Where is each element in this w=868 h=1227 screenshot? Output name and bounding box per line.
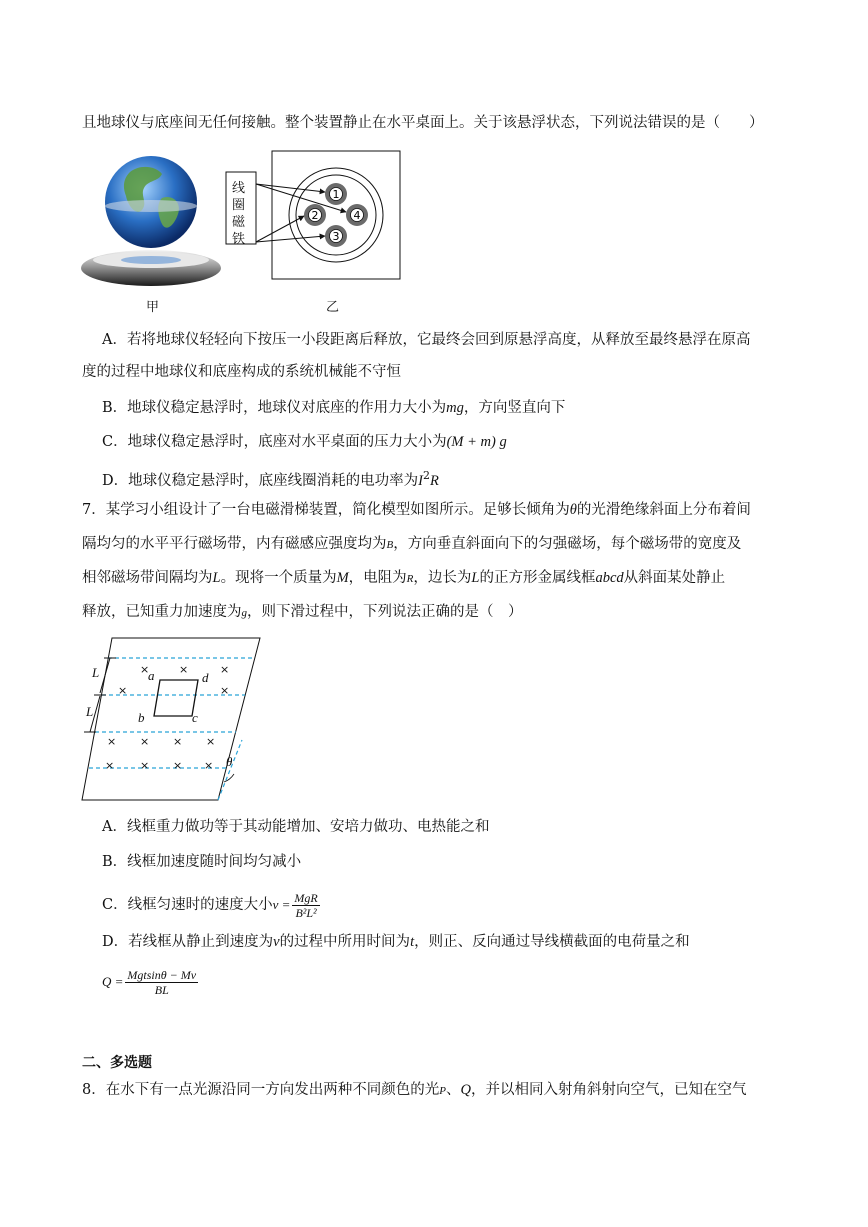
q7-option-d-v: v: [273, 934, 280, 950]
q7-symbol-b: B: [386, 539, 394, 551]
figure-jia-globe: [78, 150, 228, 290]
coil-label-char-3: 磁: [232, 215, 246, 230]
q7-text: 释放，已知重力加速度为: [82, 604, 242, 620]
dimension-line: [100, 658, 110, 693]
q7-text: ，则下滑过程中，下列说法正确的是（ ）: [247, 604, 523, 620]
outer-ring: [289, 168, 383, 262]
globe-equator-band: [105, 200, 197, 212]
coil-number-2: 2: [311, 209, 319, 222]
coil-number-1: 1: [332, 188, 340, 201]
theta-arc: [224, 774, 234, 782]
q6-option-d: [102, 466, 439, 491]
coil-label-char-1: 线: [232, 181, 246, 196]
pointer-arrow: [256, 184, 325, 192]
fig-label-theta: θ: [226, 754, 233, 769]
formula-lhs: Q =: [102, 974, 124, 989]
q7-stem-line4: [82, 602, 523, 623]
base-reflection: [121, 256, 181, 264]
svg-text:×: ×: [173, 759, 183, 772]
q7-option-d: [102, 932, 690, 952]
q7-text: 相邻磁场带间隔均为: [82, 570, 213, 586]
fig-label-L-lower: L: [86, 704, 94, 719]
formula-fraction: [125, 968, 198, 997]
svg-text:×: ×: [105, 759, 115, 772]
q8-text: 、: [445, 1082, 461, 1098]
q6-option-d-math-r: R: [429, 472, 439, 489]
svg-text:×: ×: [206, 735, 216, 748]
fig-label-L-upper: L: [92, 665, 100, 680]
q6-option-d-math-i: I: [418, 472, 423, 489]
q7-option-d-text: ，则正、反向通过导线横截面的电荷量之和: [414, 934, 690, 950]
q7-text: 隔均匀的水平平行磁场带，内有磁感应强度均为: [82, 536, 387, 552]
svg-text:×: ×: [220, 663, 230, 676]
fig-label-b: b: [138, 710, 145, 725]
q7-text: 从斜面某处静止: [623, 570, 726, 586]
q7-symbol-l: L: [212, 570, 221, 586]
q7-text: 的正方形金属线框: [479, 570, 596, 586]
q6-option-b-tail: ，方向竖直向下: [463, 400, 566, 416]
q7-option-d-formula: [102, 964, 200, 1000]
q7-option-b: B．线框加速度随时间均匀减小: [102, 854, 302, 870]
q7-symbol-abcd: abcd: [595, 570, 624, 586]
svg-text:×: ×: [140, 735, 150, 748]
fig-label-d: d: [202, 670, 209, 685]
fraction-numerator: MgR: [294, 890, 318, 905]
coil-label-char-2: 圈: [232, 198, 246, 213]
q6-option-b-math: mg: [446, 400, 464, 416]
q6-option-b: [102, 398, 565, 418]
svg-text:×: ×: [179, 663, 189, 676]
figure-incline-magnetic-bands: [74, 630, 264, 806]
q6-option-b-text: B．地球仪稳定悬浮时，地球仪对底座的作用力大小为: [102, 400, 447, 416]
q7-text: 7．某学习小组设计了一台电磁滑梯装置，简化模型如图所示。足够长倾角为: [82, 502, 570, 518]
fraction-numerator: Mgtsinθ − Mv: [127, 967, 197, 982]
q7-option-c-v: v =: [272, 897, 291, 912]
q7-text: ，电阻为: [348, 570, 407, 586]
coil-label-char-4: 铁: [232, 232, 246, 247]
angle-reference-dashed: [218, 740, 242, 800]
q7-symbol-r: R: [406, 573, 414, 585]
fig-label-a: a: [148, 668, 155, 683]
q7-theta: θ: [569, 502, 577, 518]
q7-option-d-t: t: [410, 934, 415, 950]
q8-stem-line1: [82, 1080, 746, 1101]
q6-option-d-math-exp: 2: [422, 469, 430, 482]
q8-text: ，并以相同入射角斜射向空气，已知在空气: [470, 1082, 747, 1098]
q6-option-c-text: C．地球仪稳定悬浮时，底座对水平桌面的压力大小为: [102, 434, 447, 450]
svg-text:×: ×: [140, 663, 150, 676]
svg-text:×: ×: [204, 759, 214, 772]
q6-option-a-line1: A．若将地球仪轻轻向下按压一小段距离后释放，它最终会回到原悬浮高度，从释放至最终悬浮在原高: [102, 332, 751, 348]
figure-caption-yi: 乙: [326, 300, 340, 315]
magnetic-field-crosses: [105, 663, 229, 772]
coil-number-3: 3: [332, 230, 340, 243]
section-title-multiple-choice: 二、多选题: [82, 1055, 152, 1071]
base-outline-square: [272, 151, 400, 279]
svg-text:×: ×: [107, 735, 117, 748]
question-intro-line: 且地球仪与底座间无任何接触。整个装置静止在水平桌面上。关于该悬浮状态，下列说法错误的是（ ）: [82, 115, 764, 131]
q7-option-c: [102, 888, 322, 922]
q6-option-d-text: D．地球仪稳定悬浮时，底座线圈消耗的电功率为: [102, 472, 419, 489]
q6-option-c: [102, 432, 507, 452]
q7-symbol-m: M: [336, 570, 349, 586]
q7-option-c-fraction: [292, 891, 319, 920]
svg-text:×: ×: [173, 735, 183, 748]
q8-text: 8．在水下有一点光源沿同一方向发出两种不同颜色的光: [82, 1082, 440, 1098]
q6-option-a-line2: 度的过程中地球仪和底座构成的系统机械能不守恒: [82, 364, 401, 380]
q7-stem-line1: [82, 500, 751, 520]
q7-option-d-text: 的过程中所用时间为: [279, 934, 411, 950]
q7-stem-line2: [82, 534, 741, 555]
figure-caption-jia: 甲: [146, 300, 160, 315]
fraction-denominator: B²L²: [295, 905, 317, 920]
q7-symbol-l: L: [471, 570, 480, 586]
q7-symbol-g: g: [241, 607, 247, 619]
q7-stem-line3: [82, 568, 725, 589]
figure-yi-coil-diagram: [222, 148, 404, 284]
fraction-denominator: BL: [154, 982, 169, 997]
q7-option-d-text: D．若线框从静止到速度为: [102, 934, 274, 950]
coil-number-4: 4: [353, 209, 361, 222]
q7-option-c-text: C．线框匀速时的速度大小: [102, 897, 273, 913]
q7-option-a: A．线框重力做功等于其动能增加、安培力做功、电热能之和: [102, 819, 490, 835]
q8-symbol-p: P: [439, 1085, 446, 1097]
q7-text: ，边长为: [413, 570, 472, 586]
fig-label-c: c: [192, 710, 198, 725]
q7-text: ，方向垂直斜面向下的匀强磁场，每个磁场带的宽度及: [393, 536, 742, 552]
q7-text: 。现将一个质量为: [220, 570, 337, 586]
svg-text:×: ×: [140, 759, 150, 772]
q6-option-c-math: (M + m) g: [446, 434, 507, 450]
svg-text:×: ×: [118, 684, 128, 697]
q8-symbol-q: Q: [460, 1082, 471, 1098]
q7-text: 的光滑绝缘斜面上分布着间: [576, 502, 751, 518]
svg-text:×: ×: [220, 684, 230, 697]
